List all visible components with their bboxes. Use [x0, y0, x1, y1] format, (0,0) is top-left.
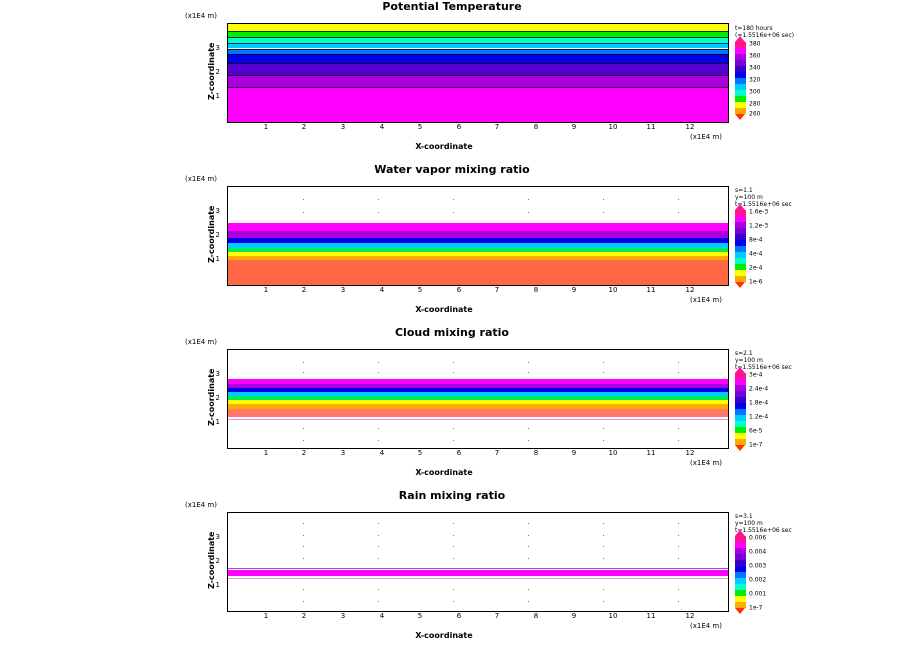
x-tick-label: 2: [301, 449, 307, 457]
contour-band: [228, 223, 728, 231]
y-tick-label: 3: [215, 533, 220, 541]
contour-band: [228, 409, 728, 417]
y-axis-label: Z-coordinate: [207, 531, 216, 589]
x-tick-label: 9: [571, 449, 577, 457]
x-tick-label: 3: [340, 286, 346, 294]
colorbar-tick-label: 2.4e-4: [749, 385, 769, 393]
contour-line: [228, 578, 728, 579]
annotation-y: y=100 m: [735, 520, 763, 527]
x-tick-label: 12: [685, 123, 695, 131]
x-tick-label: 2: [301, 123, 307, 131]
y-tick-label: 3: [215, 44, 220, 52]
colorbar-tick-label: 0.006: [749, 534, 767, 542]
annotation-s: s=2.1: [735, 350, 753, 357]
y-tick-label: 2: [215, 394, 220, 402]
colorbar-tick-label: 1.2e-3: [749, 222, 769, 230]
panel-potential-temperature: [0, 0, 904, 160]
annotation-time: t=1.5516e+06 sec: [735, 527, 792, 534]
x-tick-label: 12: [685, 612, 695, 620]
x-tick-label: 11: [646, 286, 656, 294]
x-tick-label: 6: [456, 612, 462, 620]
contour-band: [228, 576, 728, 611]
colorbar-tick-label: 1e-7: [749, 604, 763, 612]
x-tick-label: 7: [494, 449, 500, 457]
contour-band: [228, 87, 728, 122]
y-tick-label: 2: [215, 557, 220, 565]
contour-line: [228, 37, 728, 38]
plot-area: [227, 186, 729, 286]
x-tick-label: 6: [456, 449, 462, 457]
y-tick-label: 2: [215, 231, 220, 239]
colorbar-tick-label: 1.2e-4: [749, 413, 769, 421]
contour-band: [228, 513, 728, 570]
colorbar-tick-label: 1e-6: [749, 278, 763, 286]
contour-band: [228, 260, 728, 285]
contour-line: [228, 54, 728, 55]
contour-line: [228, 568, 728, 569]
colorbar-bottom-arrow: [735, 608, 745, 614]
y-axis-unit: (x1E4 m): [185, 501, 217, 509]
x-tick-label: 9: [571, 286, 577, 294]
plot-area: [227, 512, 729, 612]
colorbar-tick-label: 0.004: [749, 548, 767, 556]
colorbar-tick-label: 260: [749, 110, 761, 118]
contour-band: [228, 350, 728, 379]
contour-line: [228, 75, 728, 76]
panel-title: Rain mixing ratio: [398, 489, 506, 502]
colorbar-tick-label: 380: [749, 40, 761, 48]
contour-line: [228, 43, 728, 44]
panel-water-vapor-mixing-ratio: [0, 160, 904, 325]
contour-band: [228, 24, 728, 31]
x-tick-label: 12: [685, 286, 695, 294]
y-axis-label: Z-coordinate: [207, 42, 216, 100]
panel-title: Potential Temperature: [382, 0, 522, 13]
x-tick-label: 4: [379, 286, 385, 294]
x-tick-label: 6: [456, 286, 462, 294]
colorbar-tick-label: 1.8e-4: [749, 399, 769, 407]
contour-band: [228, 75, 728, 87]
y-axis-unit: (x1E4 m): [185, 175, 217, 183]
y-tick-label: 3: [215, 207, 220, 215]
colorbar-tick-label: 4e-4: [749, 250, 763, 258]
colorbar-tick-label: 6e-5: [749, 427, 763, 435]
plot-area: [227, 23, 729, 123]
x-tick-label: 5: [417, 612, 423, 620]
x-tick-label: 8: [533, 612, 539, 620]
colorbar-tick-label: 0.002: [749, 576, 767, 584]
x-tick-label: 6: [456, 123, 462, 131]
contour-band: [228, 231, 728, 238]
x-tick-label: 8: [533, 286, 539, 294]
x-axis-label: X-coordinate: [415, 305, 473, 314]
y-tick-label: 1: [215, 255, 220, 263]
x-tick-label: 10: [608, 449, 618, 457]
contour-line: [228, 419, 728, 420]
x-tick-label: 9: [571, 612, 577, 620]
colorbar-tick-label: 8e-4: [749, 236, 763, 244]
x-tick-label: 5: [417, 449, 423, 457]
colorbar: [735, 534, 767, 612]
y-axis-unit: (x1E4 m): [185, 338, 217, 346]
contour-line: [228, 49, 728, 50]
x-tick-label: 8: [533, 449, 539, 457]
annotation-time: t=1.5516e+06 sec: [735, 364, 792, 371]
x-tick-label: 9: [571, 123, 577, 131]
y-tick-label: 1: [215, 92, 220, 100]
plot-area: [227, 349, 729, 449]
colorbar-tick-label: 340: [749, 64, 761, 72]
x-tick-label: 7: [494, 286, 500, 294]
contour-line: [228, 87, 728, 88]
x-tick-label: 2: [301, 286, 307, 294]
x-tick-label: 10: [608, 612, 618, 620]
x-tick-label: 2: [301, 612, 307, 620]
colorbar-tick-label: 1.6e-3: [749, 208, 769, 216]
x-tick-label: 1: [263, 612, 269, 620]
x-axis-label: X-coordinate: [415, 142, 473, 151]
x-axis-unit: (x1E4 m): [690, 296, 722, 304]
x-tick-label: 8: [533, 123, 539, 131]
contour-band: [228, 54, 728, 63]
x-tick-label: 4: [379, 449, 385, 457]
y-tick-label: 3: [215, 370, 220, 378]
x-tick-label: 7: [494, 123, 500, 131]
y-tick-label: 1: [215, 418, 220, 426]
panel-rain-mixing-ratio: [0, 486, 904, 654]
contour-band: [228, 417, 728, 448]
x-tick-label: 3: [340, 449, 346, 457]
x-tick-label: 10: [608, 123, 618, 131]
colorbar-tick-label: 0.001: [749, 590, 767, 598]
contour-band: [228, 187, 728, 223]
x-tick-label: 11: [646, 612, 656, 620]
y-tick-label: 1: [215, 581, 220, 589]
x-tick-label: 7: [494, 612, 500, 620]
x-tick-label: 5: [417, 286, 423, 294]
x-tick-label: 5: [417, 123, 423, 131]
annotation-s: s=3.1: [735, 513, 753, 520]
contour-line: [228, 31, 728, 32]
colorbar-tick-label: 320: [749, 76, 761, 84]
annotation-time: t=180 hours: [735, 25, 773, 32]
panel-title: Water vapor mixing ratio: [374, 163, 530, 176]
colorbar: [735, 208, 769, 286]
colorbar-tick-label: 0.003: [749, 562, 767, 570]
panel-cloud-mixing-ratio: [0, 323, 904, 488]
colorbar-tick-label: 2e-4: [749, 264, 763, 272]
colorbar-bottom-arrow: [735, 445, 745, 451]
x-tick-label: 1: [263, 286, 269, 294]
x-axis-unit: (x1E4 m): [690, 622, 722, 630]
x-axis-label: X-coordinate: [415, 468, 473, 477]
x-axis-label: X-coordinate: [415, 631, 473, 640]
x-axis-unit: (x1E4 m): [690, 133, 722, 141]
x-tick-label: 4: [379, 123, 385, 131]
colorbar-tick-label: 280: [749, 100, 761, 108]
x-axis-unit: (x1E4 m): [690, 459, 722, 467]
colorbar-tick-label: 300: [749, 88, 761, 96]
annotation-s: s=1.1: [735, 187, 753, 194]
annotation-y: y=100 m: [735, 194, 763, 201]
x-tick-label: 12: [685, 449, 695, 457]
y-axis-label: Z-coordinate: [207, 368, 216, 426]
annotation-seconds: (=1.5516e+06 sec): [735, 32, 795, 39]
y-axis-unit: (x1E4 m): [185, 12, 217, 20]
colorbar-tick-label: 360: [749, 52, 761, 60]
panel-title: Cloud mixing ratio: [394, 326, 509, 339]
x-tick-label: 11: [646, 449, 656, 457]
annotation-y: y=100 m: [735, 357, 763, 364]
x-tick-label: 1: [263, 449, 269, 457]
y-tick-label: 2: [215, 68, 220, 76]
contour-band: [228, 63, 728, 75]
annotation-time: t=1.5516e+06 sec: [735, 201, 792, 208]
x-tick-label: 4: [379, 612, 385, 620]
x-tick-label: 11: [646, 123, 656, 131]
colorbar: [735, 371, 769, 449]
colorbar-bottom-arrow: [735, 114, 745, 120]
y-axis-label: Z-coordinate: [207, 205, 216, 263]
x-tick-label: 1: [263, 123, 269, 131]
colorbar-tick-label: 1e-7: [749, 441, 763, 449]
colorbar-tick-label: 3e-4: [749, 371, 763, 379]
contour-line: [228, 63, 728, 64]
x-tick-label: 3: [340, 612, 346, 620]
x-tick-label: 10: [608, 286, 618, 294]
colorbar-bottom-arrow: [735, 282, 745, 288]
x-tick-label: 3: [340, 123, 346, 131]
colorbar: [735, 40, 761, 118]
